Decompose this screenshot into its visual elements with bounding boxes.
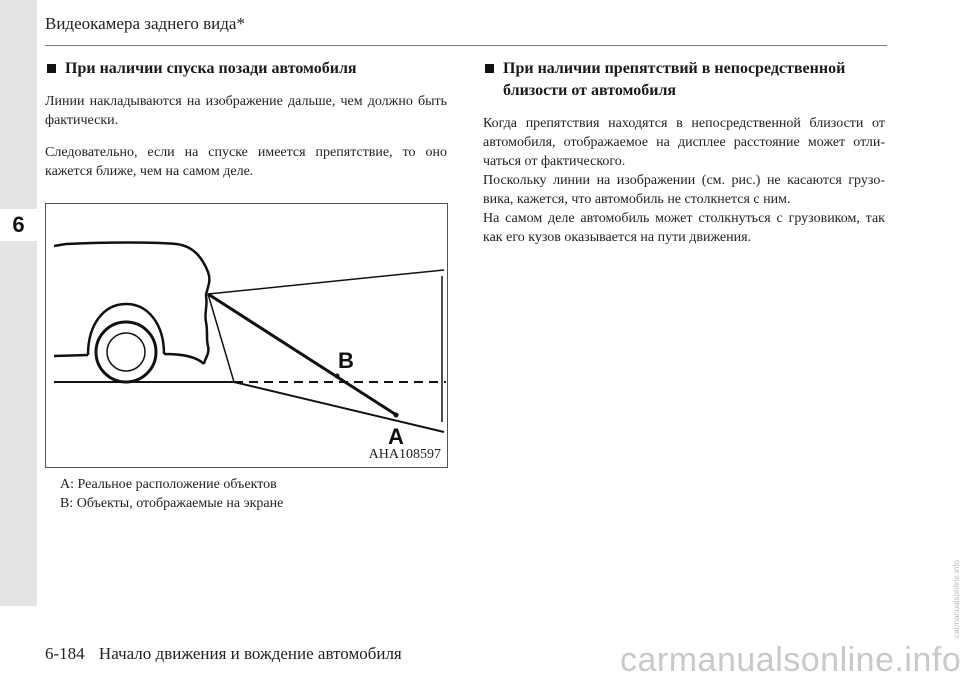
tire-icon <box>96 322 156 382</box>
page-footer <box>45 644 402 664</box>
legend-item-a: A: Реальное расположение объектов <box>60 477 277 492</box>
right-section-title <box>483 58 885 102</box>
right-paragraph-1: Когда препятствия находятся в непосредственной близости от автомобиля, отображаемое на дисплее расстояние может отли-чаться от фактического. <box>483 116 885 169</box>
bumper-line <box>164 354 204 364</box>
right-section-title-text: При наличии препятствий в непосредственной близости от автомобиля <box>503 60 846 99</box>
left-section-title-text: При наличии спуска позади автомобиля <box>65 60 357 77</box>
chapter-tab: 6 <box>0 209 37 241</box>
figure-legend <box>60 475 283 513</box>
left-paragraph-1: Линии накладываются на изображение дальше, чем должно быть фактически. <box>45 94 447 128</box>
header-rule <box>45 45 887 46</box>
right-paragraph-3: На самом деле автомобиль может столкнуться с грузовиком, так как его кузов оказывается на пути движения. <box>483 211 885 245</box>
view-upper-line <box>208 270 444 294</box>
point-a-marker <box>394 413 399 418</box>
point-b-marker <box>335 374 340 379</box>
right-paragraph-2: Поскольку линии на изображении (см. рис.) не касаются грузо-вика, кажется, что автомобиль не столкнется с ним. <box>483 173 885 207</box>
right-column <box>483 58 885 247</box>
figure-illustration <box>46 204 447 467</box>
left-section-title <box>45 58 447 80</box>
chapter-side-strip <box>0 0 37 606</box>
page-number: 6-184 <box>45 644 85 663</box>
label-a: A <box>388 424 404 449</box>
car-rocker-line <box>54 355 88 356</box>
square-bullet-icon <box>47 64 56 73</box>
small-watermark: carmanualsonline.info <box>952 560 961 638</box>
rear-camera-slope-figure <box>45 203 448 468</box>
wheel-arch <box>88 304 164 355</box>
label-b: B <box>338 348 354 373</box>
footer-chapter-title: Начало движения и вождение автомобиля <box>98 644 402 663</box>
hub-icon <box>107 333 145 371</box>
watermark: carmanualsonline.info <box>620 641 961 679</box>
left-paragraph-2: Следовательно, если на спуске имеется препятствие, то оно кажется ближе, чем на самом деле. <box>45 145 447 179</box>
slope-line <box>234 382 444 432</box>
square-bullet-icon <box>485 64 494 73</box>
running-title: Видеокамера заднего вида* <box>45 14 245 33</box>
figure-code: AHA108597 <box>368 447 441 462</box>
legend-item-b: B: Объекты, отображаемые на экране <box>60 496 284 511</box>
left-column <box>45 58 447 181</box>
